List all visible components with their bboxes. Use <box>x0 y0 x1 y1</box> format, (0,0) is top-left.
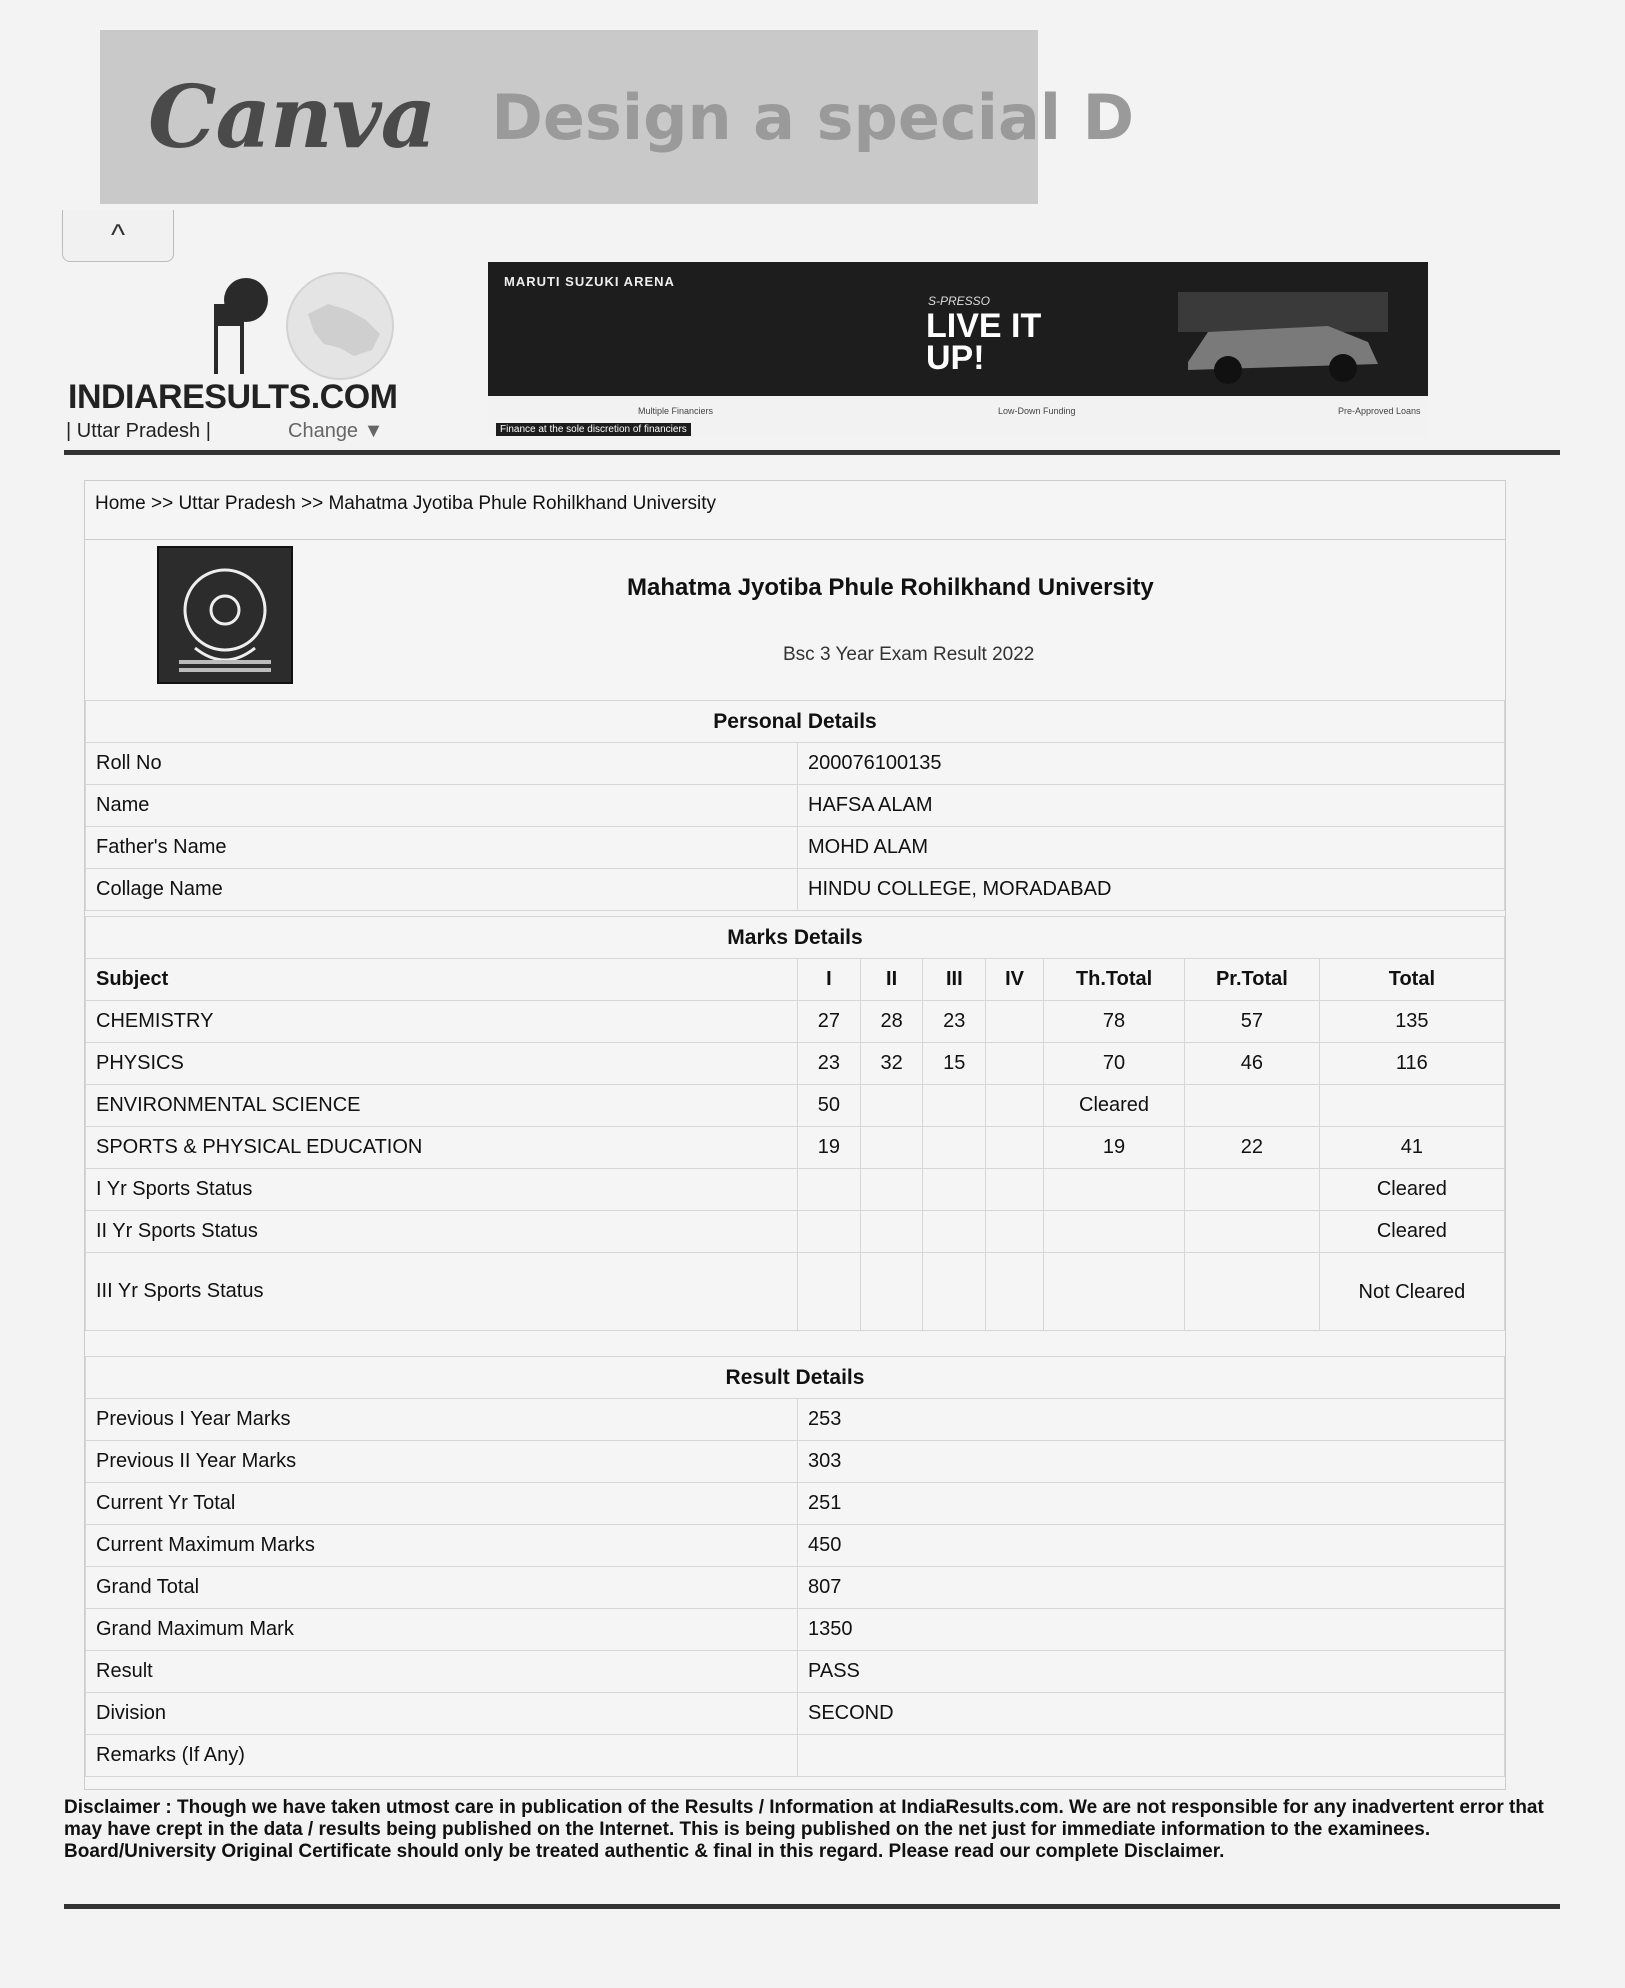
mark-cell <box>986 1043 1044 1085</box>
column-header: Subject <box>86 959 798 1001</box>
column-header: II <box>860 959 923 1001</box>
field-value: 303 <box>798 1441 1505 1483</box>
mark-cell: 50 <box>798 1085 861 1127</box>
result-content <box>84 480 1506 1790</box>
header-divider <box>64 450 1560 455</box>
field-label: Current Maximum Marks <box>86 1525 798 1567</box>
field-label: Grand Total <box>86 1567 798 1609</box>
subject-cell: PHYSICS <box>86 1043 798 1085</box>
ad-feature: Multiple Financiers <box>638 406 714 416</box>
field-label: Current Yr Total <box>86 1483 798 1525</box>
field-label: Grand Maximum Mark <box>86 1609 798 1651</box>
section-title: Result Details <box>86 1357 1505 1399</box>
mark-cell: 28 <box>860 1001 923 1043</box>
mark-cell: Cleared <box>1044 1085 1185 1127</box>
ad-model: S-PRESSO <box>928 294 991 308</box>
field-value: 807 <box>798 1567 1505 1609</box>
table-row <box>86 743 1505 785</box>
ad-disclaimer: Finance at the sole discretion of financiers <box>496 423 691 436</box>
mark-cell <box>860 1085 923 1127</box>
mark-cell <box>1185 1085 1320 1127</box>
field-value: PASS <box>798 1651 1505 1693</box>
field-label: Division <box>86 1693 798 1735</box>
table-row <box>86 1043 1505 1085</box>
sports-label: II Yr Sports Status <box>86 1211 798 1253</box>
mark-cell: 23 <box>923 1001 986 1043</box>
breadcrumb-university[interactable]: Mahatma Jyotiba Phule Rohilkhand University <box>328 493 717 514</box>
field-value: 1350 <box>798 1609 1505 1651</box>
personal-details-table <box>85 700 1505 911</box>
collapse-button[interactable] <box>62 210 174 262</box>
table-row <box>86 785 1505 827</box>
field-label: Previous II Year Marks <box>86 1441 798 1483</box>
canva-tagline: Design a special D <box>491 80 1135 154</box>
mark-cell <box>1319 1085 1504 1127</box>
sports-status-row <box>86 1253 1505 1331</box>
column-header: Pr.Total <box>1185 959 1320 1001</box>
table-row <box>86 1651 1505 1693</box>
mark-cell <box>986 1127 1044 1169</box>
field-value: 251 <box>798 1483 1505 1525</box>
field-value: HINDU COLLEGE, MORADABAD <box>798 869 1505 911</box>
marks-details-table <box>85 916 1505 1331</box>
table-row <box>86 1001 1505 1043</box>
mark-cell: 27 <box>798 1001 861 1043</box>
mark-cell: 78 <box>1044 1001 1185 1043</box>
mark-cell: 32 <box>860 1043 923 1085</box>
mark-cell: 116 <box>1319 1043 1504 1085</box>
mark-cell: 135 <box>1319 1001 1504 1043</box>
sports-label: III Yr Sports Status <box>86 1253 798 1331</box>
table-row <box>86 1609 1505 1651</box>
change-state-link[interactable]: Change ▼ <box>288 420 384 442</box>
field-value <box>798 1735 1505 1777</box>
table-row <box>86 1735 1505 1777</box>
field-value: 253 <box>798 1399 1505 1441</box>
state-label: | Uttar Pradesh | <box>66 420 211 442</box>
breadcrumb-home[interactable]: Home <box>95 493 146 514</box>
sports-status: Not Cleared <box>1319 1253 1504 1331</box>
mark-cell: 22 <box>1185 1127 1320 1169</box>
sports-status-row <box>86 1169 1505 1211</box>
field-value: HAFSA ALAM <box>798 785 1505 827</box>
disclaimer-text: Disclaimer : Though we have taken utmost care in publication of the Results / Information at IndiaResults.com. We are not responsible for any inadvertent error that may have crept in the data / results being published on the Internet. This is being published on the net just for immediate information to the examinees. Board/University Original Certificate should only be treated authentic & final in this regard. Please read our complete Disclaimer. <box>64 1797 1544 1862</box>
mark-cell: 41 <box>1319 1127 1504 1169</box>
state-map-icon <box>286 272 394 380</box>
sports-status: Cleared <box>1319 1169 1504 1211</box>
mark-cell <box>986 1001 1044 1043</box>
column-header: I <box>798 959 861 1001</box>
mark-cell: 70 <box>1044 1043 1185 1085</box>
ad-headline: LIVE IT UP! <box>926 307 1042 377</box>
site-header <box>64 270 414 450</box>
table-row <box>86 869 1505 911</box>
section-title: Personal Details <box>86 701 1505 743</box>
field-value: SECOND <box>798 1693 1505 1735</box>
mark-cell <box>923 1127 986 1169</box>
table-row <box>86 1399 1505 1441</box>
result-details-table <box>85 1356 1505 1777</box>
ad-brand: MARUTI SUZUKI ARENA <box>504 274 675 289</box>
field-label: Roll No <box>86 743 798 785</box>
subject-cell: ENVIRONMENTAL SCIENCE <box>86 1085 798 1127</box>
mark-cell <box>860 1127 923 1169</box>
canva-logo: Canva <box>148 66 436 168</box>
subject-cell: SPORTS & PHYSICAL EDUCATION <box>86 1127 798 1169</box>
site-name[interactable]: INDIARESULTS.COM <box>68 378 398 416</box>
breadcrumb <box>95 493 716 515</box>
mark-cell: 19 <box>798 1127 861 1169</box>
sports-status: Cleared <box>1319 1211 1504 1253</box>
field-label: Name <box>86 785 798 827</box>
section-title: Marks Details <box>86 917 1505 959</box>
indiaresults-logo-icon[interactable] <box>204 274 274 374</box>
ad-feature: Pre-Approved Loans <box>1338 406 1421 416</box>
table-row <box>86 1127 1505 1169</box>
breadcrumb-separator: >> <box>300 493 324 514</box>
mark-cell: 19 <box>1044 1127 1185 1169</box>
table-row <box>86 1567 1505 1609</box>
mark-cell <box>986 1085 1044 1127</box>
column-header: Th.Total <box>1044 959 1185 1001</box>
ad-feature: Low-Down Funding <box>998 406 1076 416</box>
field-value: 450 <box>798 1525 1505 1567</box>
column-header: III <box>923 959 986 1001</box>
mark-cell: 23 <box>798 1043 861 1085</box>
table-row <box>86 1085 1505 1127</box>
field-value: 200076100135 <box>798 743 1505 785</box>
canva-banner[interactable] <box>100 30 1135 204</box>
chevron-up-icon: ^ <box>110 218 126 252</box>
column-header: IV <box>986 959 1044 1001</box>
sports-label: I Yr Sports Status <box>86 1169 798 1211</box>
car-icon <box>1178 292 1388 392</box>
mark-cell: 57 <box>1185 1001 1320 1043</box>
exam-title: Bsc 3 Year Exam Result 2022 <box>783 644 1035 665</box>
field-label: Collage Name <box>86 869 798 911</box>
table-row <box>86 1693 1505 1735</box>
subject-cell: CHEMISTRY <box>86 1001 798 1043</box>
ad-banner[interactable] <box>488 262 1428 438</box>
mark-cell: 46 <box>1185 1043 1320 1085</box>
table-row <box>86 1483 1505 1525</box>
breadcrumb-separator: >> <box>150 493 174 514</box>
field-label: Father's Name <box>86 827 798 869</box>
field-label: Previous I Year Marks <box>86 1399 798 1441</box>
table-row <box>86 1441 1505 1483</box>
university-logo <box>157 546 293 684</box>
table-row <box>86 827 1505 869</box>
result-panel <box>85 539 1505 1791</box>
university-name: Mahatma Jyotiba Phule Rohilkhand University <box>627 574 1154 601</box>
mark-cell <box>923 1085 986 1127</box>
breadcrumb-state[interactable]: Uttar Pradesh <box>178 493 296 514</box>
mark-cell: 15 <box>923 1043 986 1085</box>
footer-divider <box>64 1904 1560 1909</box>
column-header: Total <box>1319 959 1504 1001</box>
marks-header-row <box>86 959 1505 1001</box>
field-label: Result <box>86 1651 798 1693</box>
table-row <box>86 1525 1505 1567</box>
field-label: Remarks (If Any) <box>86 1735 798 1777</box>
field-value: MOHD ALAM <box>798 827 1505 869</box>
sports-status-row <box>86 1211 1505 1253</box>
